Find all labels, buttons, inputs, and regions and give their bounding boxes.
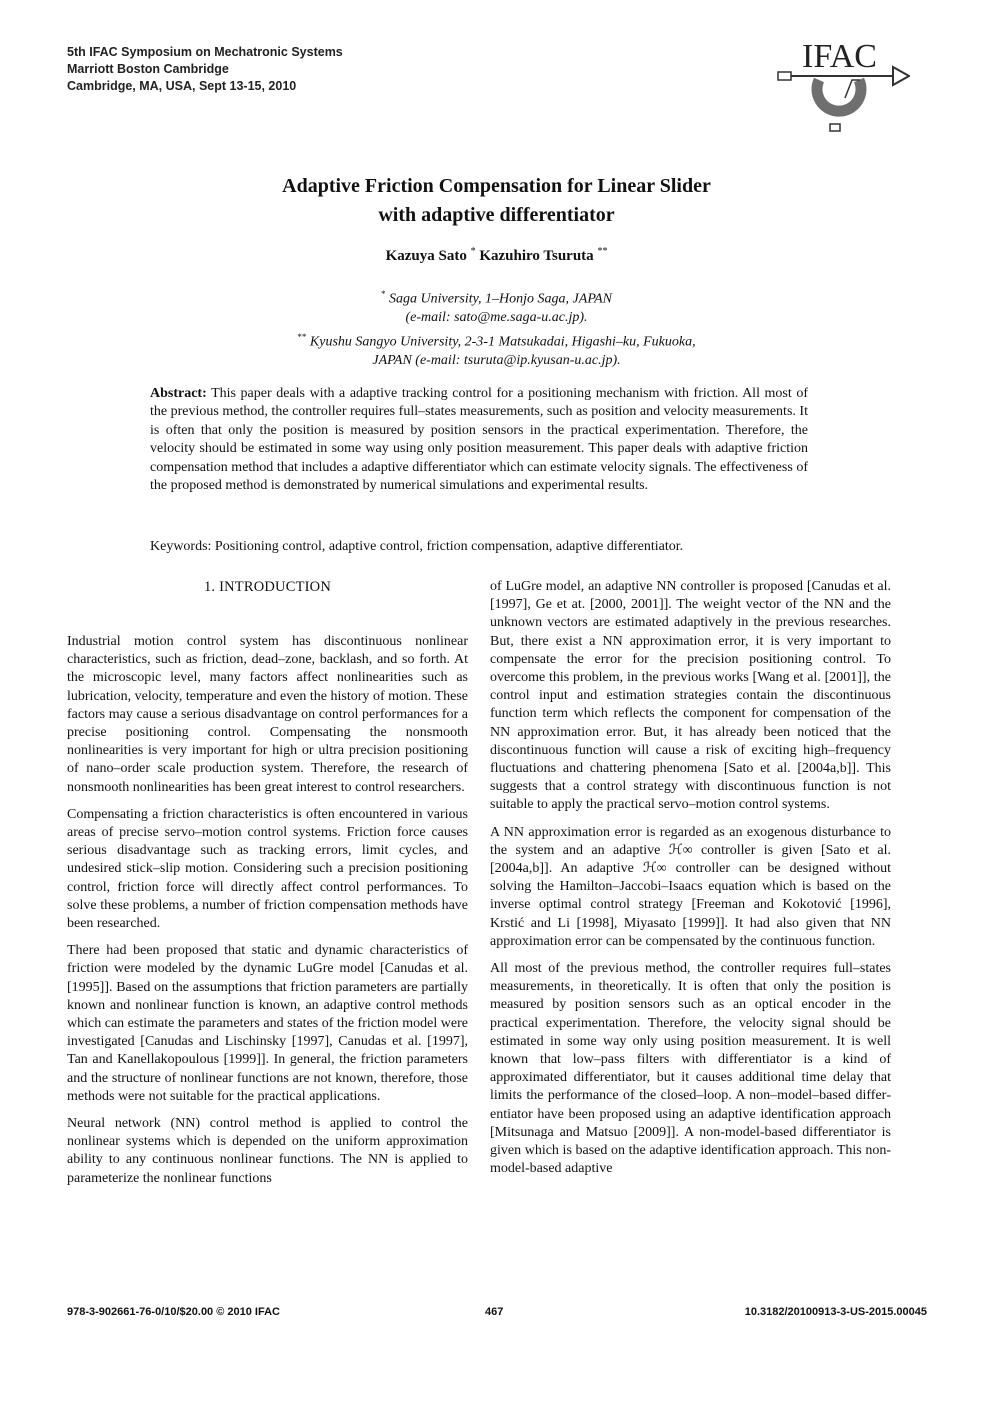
affil-line-2: (e-mail: sato@me.saga-u.ac.jp). bbox=[405, 310, 588, 326]
ifac-logo bbox=[775, 36, 910, 136]
conference-line-1: 5th IFAC Symposium on Mechatronic Systems bbox=[67, 45, 343, 59]
affil-1-mark: * bbox=[381, 289, 386, 299]
page-number: 467 bbox=[485, 1306, 504, 1318]
paragraph: Industrial motion control system has discontinuous nonlinear characteristics, such as friction, dead–zone, backlash, and so forth. At the microscopic level, many factors affect nonlinearities such as lubrication, velocity, temperature and even the history of motion. These factors may cause a serious disadvantage on control performances for a precise positioning control. Compensating the nonsmooth nonlinearities is very important for high or ultra precision positioning of nano–order scale production system. Therefore, the research of nonsmooth nonlinearities has been great interest to control researchers. bbox=[67, 634, 468, 795]
authors bbox=[100, 246, 893, 265]
conference-line-2: Marriott Boston Cambridge bbox=[67, 62, 229, 76]
author-2-mark: ** bbox=[597, 246, 608, 257]
author-1-mark: * bbox=[470, 246, 476, 257]
affiliations bbox=[100, 285, 893, 370]
right-column bbox=[490, 578, 891, 1188]
paragraph: A NN approximation error is regarded as an exogenous disturbance to the system and an adaptive ℋ∞ controller is given [Sato et al. [2004a,b]]. An adaptive ℋ∞ controller can be designed without solving the Hamilton–Jaccobi–Isaacs equation which is based on the inverse optimal control strategy [Freeman and Kokotović [1996], Krstić and Li [1998], Miyasato [1999]]. It had also given that NN approximation error can be compensated by the continuous function. bbox=[490, 824, 891, 949]
affil-2-mark: ** bbox=[297, 331, 307, 342]
conference-line-3: Cambridge, MA, USA, Sept 13-15, 2010 bbox=[67, 79, 297, 93]
affil-line-4: JAPAN (e-mail: tsuruta@ip.kyusan-u.ac.jp). bbox=[372, 352, 621, 368]
affil-line-3: Kyushu Sangyo University, 2-3-1 Matsukadai, Higashi–ku, Fukuoka, bbox=[306, 334, 696, 350]
footer-doi: 10.3182/20100913-3-US-2015.00045 bbox=[744, 1306, 927, 1318]
footer-isbn: 978-3-902661-76-0/10/$20.00 © 2010 IFAC bbox=[67, 1306, 280, 1318]
paragraph: All most of the previous method, the controller requires full–states measurements, in theoretically. It is often that only the position is measured by position sensors such as an optical encoder in the practical experimentation. Therefore, the velocity signal should be estimated in some way only using position measurement. It is well known that low–pass filters with differentiator is a kind of approximated differentiator, but it causes additional time delay that limits the performance of the closed–loop. A non–model–based differentiator have been proposed using an adaptive identification approach [Mitsunaga and Matsuo [2009]]. A non-model-based differentiator is given which is based on the adaptive identification approach. This non-model-based adaptive bbox=[490, 961, 891, 1177]
paragraph: of LuGre model, an adaptive NN controller is proposed [Canudas et al. [1997], Ge et at. [2000, 2001]]. The weight vector of the NN and the unknown vectors are estimated adaptively in the previous researches. But, there exist a NN approximation error, it is very important to compensate the error for the precision positioning control. To overcome this problem, in the previous works [Wang et al. [2001]], the control input and estimation strategies contain the discontinuous function term which reflects the component for compensation of the NN approximation error. But, it has already been noticed that the discontinuous function will cause a risk of exciting high–frequency fluctuations and chattering phenomena [Sato et al. [2004a,b]]. This suggests that a control strategy with discontinuous function is not suitable to apply the practical servo–motion control systems. bbox=[490, 579, 891, 813]
paragraph: There had been proposed that static and dynamic characteristics of friction were modeled by the dynamic LuGre model [Canudas et al. [1995]]. Based on the assumptions that friction parameters are partially known and nonlinear function is known, an adaptive control methods which can estimate the parameters and states of the friction model were investigated [Canudas and Lischinsky [1997], Canudas et al. [1997], Tan and Kanellakopoulous [1999]]. In general, the friction parameters and the structure of nonlinear functions are not known, therefore, those methods were not suitable for the practical applications. bbox=[67, 943, 468, 1104]
affil-line-1: Saga University, 1–Honjo Saga, JAPAN bbox=[385, 291, 612, 307]
logo-text: IFAC bbox=[802, 38, 877, 75]
left-column bbox=[67, 578, 468, 1197]
abstract-label: Abstract: bbox=[150, 386, 207, 401]
abstract bbox=[150, 385, 808, 495]
author-1: Kazuya Sato bbox=[385, 248, 467, 264]
conference-header bbox=[67, 44, 343, 95]
section-heading-introduction: 1. INTRODUCTION bbox=[203, 579, 332, 595]
title-line-1: Adaptive Friction Compensation for Linear Slider bbox=[282, 175, 711, 197]
title-line-2: with adaptive differentiator bbox=[378, 204, 615, 226]
abstract-text: This paper deals with a adaptive tracking control for a positioning mechanism with friction. All most of the previous method, the controller requires full–states measurements, such as position and velocity measurements. It is often that only the position is measured by position sensors in the practical experimentation. Therefore, the velocity should be estimated in some way using only position measurement. This paper deals with adaptive friction compensation method that includes a adaptive differentiator which can estimate velocity signals. The effectiveness of the proposed method is demonstrated by numerical simulations and experimental results. bbox=[150, 386, 809, 494]
paper-title bbox=[100, 172, 893, 230]
keywords: Keywords: Positioning control, adaptive control, friction compensation, adaptive differentiator. bbox=[150, 539, 684, 554]
paragraph: Compensating a friction characteristics is often encountered in various areas of precise servo–motion control systems. Friction force causes serious disadvantage such as tracking errors, limit cycles, and undesired stick–slip motion. Considering such a precision positioning control, friction force will directly affect control performances. To solve these problems, a number of friction compensation methods have been researched. bbox=[67, 806, 468, 932]
author-2: Kazuhiro Tsuruta bbox=[479, 248, 594, 264]
paragraph: Neural network (NN) control method is applied to control the nonlinear systems which is depended on the uniform approximation ability to any continuous nonlinear functions. The NN is applied to parameterize the nonlinear functions bbox=[67, 1116, 468, 1186]
